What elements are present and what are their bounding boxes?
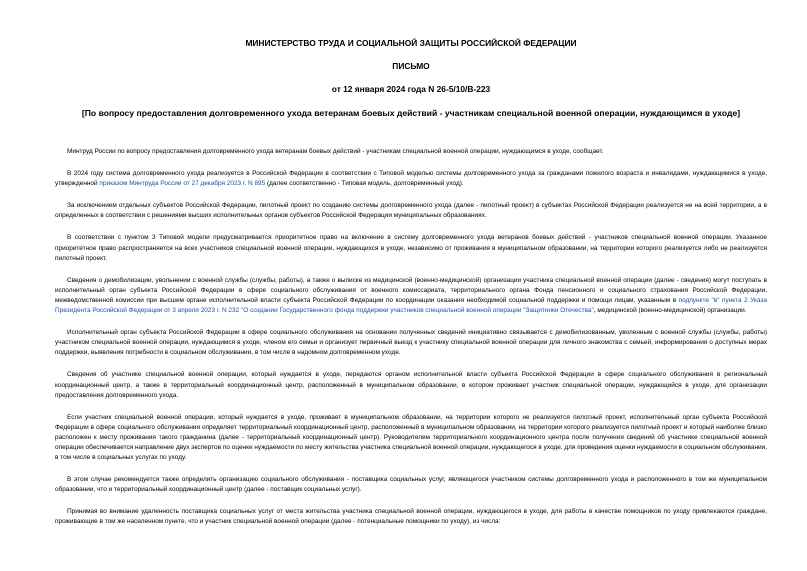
document-body [55,147,767,528]
paragraph-pilot-project: За исключением отдельных субъектов Российской Федерации, пилотный проект по созданию системы долговременного ухода (далее - пилотный проект) в субъектах Российской Федерации реализуется не на всей территории, а в определенных в соответствии с решениями высших исполнительных органов субъектов Российской Федерации муниципальных образованиях. [55,202,767,220]
paragraph-text: (далее соответственно - Типовая модель, долговременный уход). [265,180,464,188]
paragraph-priority-right: В соответствии с пунктом 3 Типовой модели предусматривается приоритетное право на включение в систему долговременного ухода ветеранов боевых действий - участников специальной военной операции. Указанное приоритетное право распространяется на всех участников специальной военной операции, нуждающихся в уходе, независимо от проживания в муниципальном образовании, на территории которого реализуется либо не реализуется пилотный проект. [55,234,767,262]
document-subject: [По вопросу предоставления долговременного ухода ветеранам боевых действий - участникам специальной военной операции, нуждающимся в уходе] [81,108,741,118]
paragraph-territorial-center: Если участник специальной военной операции, который нуждается в уходе, проживает в муниципальном образовании, на территории которого не реализуется пилотный проект, исполнительный орган субъекта Российской Федерации в сфере социального обслуживания определяет территориальный координационный центр, расположенный в муниципальном образовании, на территории которого реализуется пилотный проект и который наиболее близко расположен к месту проживания такого гражданина (далее - территориальный координационный центр). Руководителем территориального координационного центра после получения сведений об участнике специальной военной операции обеспечивается направление двух экспертов по оценке нуждаемости по месту жительства участника специальной военной операции, нуждающегося в уходе, для проведения оценки нуждаемости в социальном обслуживании, в том числе в социальных услугах по уходу. [55,413,767,462]
paragraph-service-provider: В этом случае рекомендуется также определить организацию социального обслуживания - поставщика социальных услуг, являющегося участником системы долговременного ухода и расположенного в том же муниципальном образовании, что и территориальный координационный центр (далее - поставщик социальных услуг). [55,476,767,494]
paragraph-care-assistants: Принимая во внимание удаленность поставщика социальных услуг от места жительства участника специальной военной операции, нуждающегося в уходе, для работы в качестве помощников по уходу привлекаются граждане, проживающие в том же населенном пункте, что и участник специальной военной операции (далее - потенциальные помощники по уходу), из числа: [55,508,767,526]
paragraph-executive-body: Исполнительный орган субъекта Российской Федерации в сфере социального обслуживания на основании полученных сведений инициативно связывается с демобилизованным, уволенным с военной службы (службы, работы) участником специальной военной операции, нуждающимся в уходе, членом его семьи и организует первичный выезд к участнику специальной военной операции для личного знакомства с семьей, информирования о доступных мерах поддержки, выявления потребности в социальном обслуживании, в том числе в надомном долговременном уходе. [55,329,767,357]
paragraph-text: , медицинской (военно-медицинской) организации. [593,307,747,315]
order-link[interactable]: приказом Минтруда России от 27 декабря 2023 г. N 895 [99,180,266,188]
paragraph-text: Сведения о демобилизации, увольнении с военной службы (службы, работы), а также о выписке из медицинской (военно-медицинской) организации участника специальной военной операции (далее - сведения) могут поступать в исполнительный орган субъекта Российской Федерации в сфере социального обслуживания от военного комиссариата, территориального органа Фонда пенсионного и социального страхования Российской Федерации, межведомственной комиссии при высшем органе исполнительной власти субъекта Российской Федерации по координации оказания необходимой социальной поддержки и помощи лицам, указанным в [55,276,767,304]
paragraph-text: В 2024 году система долговременного ухода реализуется в Российской Федерации в соответствии с Типовой моделью системы долговременного ухода за гражданами пожилого возраста и инвалидами, нуждающимися в уходе, утвержденной [55,170,767,188]
paragraph-information-sources [55,276,767,316]
paragraph-typical-model [55,169,767,189]
decree-link[interactable]: подпункте "в" пункта 2 Указа Президента Российской Федерации от 3 апреля 2023 г. N 232 "О создании Государственного фонда поддержки участников специальной военной операции "Защитники Отечества" [55,296,767,315]
document-date: от 12 января 2024 года N 26-5/10/В-223 [331,84,491,94]
paragraph-coordination-center: Сведения об участнике специальной военной операции, который нуждается в уходе, передаются органом исполнительной власти субъекта Российской Федерации в сфере социального обслуживания в региональный координационный центр, а также в территориальный координационный центр, расположенный в муниципальном образовании, в котором проживает участник специальной операции, нуждающийся в уходе, для организации предоставления долговременного ухода. [55,371,767,399]
paragraph-intro: Минтруд России по вопросу предоставления долговременного ухода ветеранам боевых действий - участникам специальной военной операции, нуждающимся в уходе, сообщает. [67,148,604,155]
document-kind: ПИСЬМО [392,61,430,71]
ministry-name: МИНИСТЕРСТВО ТРУДА И СОЦИАЛЬНОЙ ЗАЩИТЫ РОССИЙСКОЙ ФЕДЕРАЦИИ [245,38,577,48]
document-header [55,38,767,118]
